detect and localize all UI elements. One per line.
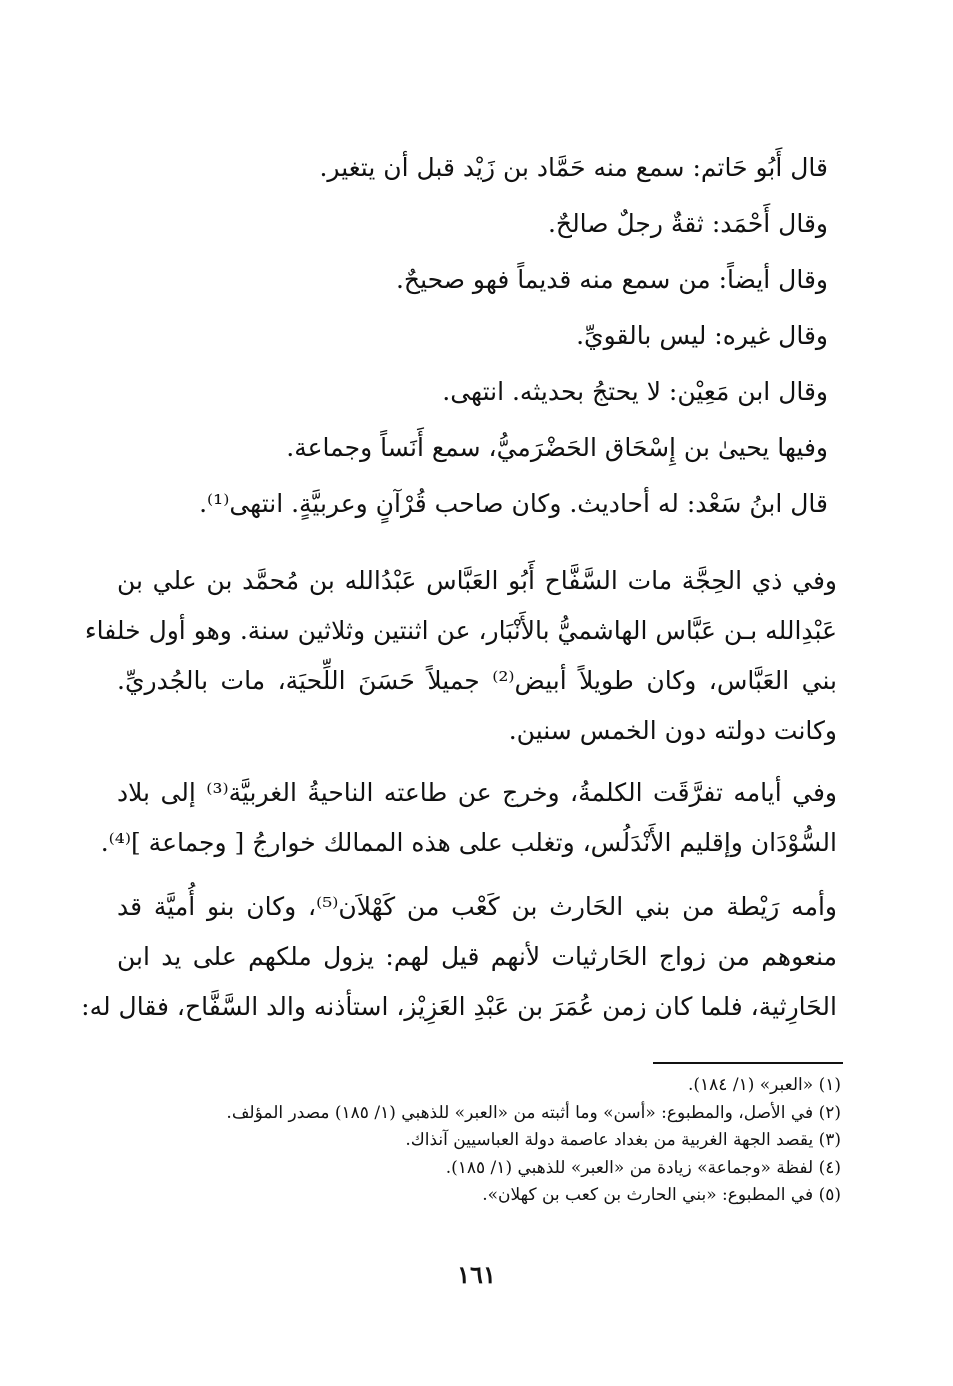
paragraph-mother xyxy=(81,882,837,1032)
quotes-block xyxy=(199,140,828,532)
page-number: ١٦١ xyxy=(457,1260,496,1289)
paragraph-line: بني العَبَّاس، وكان طويلاً أبيض⁽²⁾ جميلاً حَسَنَ اللِّحيَة، مات بالجُدريِّ. xyxy=(117,666,837,695)
footnote: (٥) في المطبوع: «بني الحارث بن كعب بن كهلان». xyxy=(482,1185,841,1205)
paragraph-line: وكانت دولته دون الخمس سنين. xyxy=(508,716,837,745)
quote-line: قال أَبُو حَاتم: سمع منه حَمَّاد بن زَيْد قبل أن يتغير. xyxy=(319,153,828,182)
paragraph-line: وفي ذي الحِجَّة مات السَّفَّاح أَبُو العَبَّاس عَبْدُالله بن مُحمَّد بن علي بن xyxy=(117,566,837,595)
quote-line: وقال أيضاً: من سمع منه قديماً فهو صحيحٌ. xyxy=(395,265,828,294)
footnote: (٣) يقصد الجهة الغربية من بغداد عاصمة دولة العباسيين آنذاك. xyxy=(405,1130,841,1150)
footnote-divider xyxy=(653,1062,843,1064)
paragraph-saffah-death xyxy=(84,556,837,756)
quote-line: وفيها يحيىٰ بن إِسْحَاق الحَضْرَميُّ، سمع أَنَساً وجماعة. xyxy=(286,433,828,462)
paragraph-division xyxy=(100,768,837,868)
footnote: (٤) لفظة «وجماعة» زيادة من «العبر» للذهبي (١/ ١٨٥). xyxy=(445,1157,841,1178)
paragraph-line: وفي أيامه تفرَّقَت الكلمةُ، وخرج عن طاعته الناحيةُ الغربيَّة⁽³⁾ إلى بلاد xyxy=(117,778,837,807)
paragraph-line: السُّوْدَان وإقليم الأَنْدَلُس، وتغلب على هذه الممالك خوارجُ [ وجماعة ]⁽⁴⁾. xyxy=(100,828,837,857)
footnote: (٢) في الأصل، والمطبوع: «أسن» وما أثبته من «العبر» للذهبي (١/ ١٨٥) مصدر المؤلف. xyxy=(226,1102,841,1123)
paragraph-line: منعوهم من زواج الحَارثيات لأنهم قيل لهم: يزول ملكهم على يد ابن xyxy=(117,942,837,971)
paragraph-line: عَبْدِالله بـن عَبَّاس الهاشميُّ بالأَنْبَار، عن اثنتين وثلاثين سنة. وهو أول خلفاء xyxy=(84,616,837,645)
quote-line: قال ابنُ سَعْد: له أحاديث. وكان صاحب قُرْآنٍ وعربيَّةٍ. انتهى⁽¹⁾. xyxy=(199,489,828,518)
footnote: (١) «العبر» (١/ ١٨٤). xyxy=(687,1075,841,1095)
paragraph-line: الحَارِثية، فلما كان زمن عُمَرَ بن عَبْدِ العَزِيْز، استأذنه والد السَّفَّاح، فقال له: xyxy=(81,992,837,1021)
quote-line: وقال غيره: ليس بالقويِّ. xyxy=(576,321,828,350)
quote-line: وقال ابن مَعِيْن: لا يحتجُ بحديثه. انتهى. xyxy=(442,377,828,406)
footnotes xyxy=(101,1072,841,1210)
quote-line: وقال أَحْمَد: ثقةٌ رجلٌ صالحٌ. xyxy=(547,209,828,238)
paragraph-line: وأمه رَيْطة من بني الحَارث بن كَعْب من كَهْلاَن⁽⁵⁾، وكان بنو أُميَّة قد xyxy=(117,892,837,921)
